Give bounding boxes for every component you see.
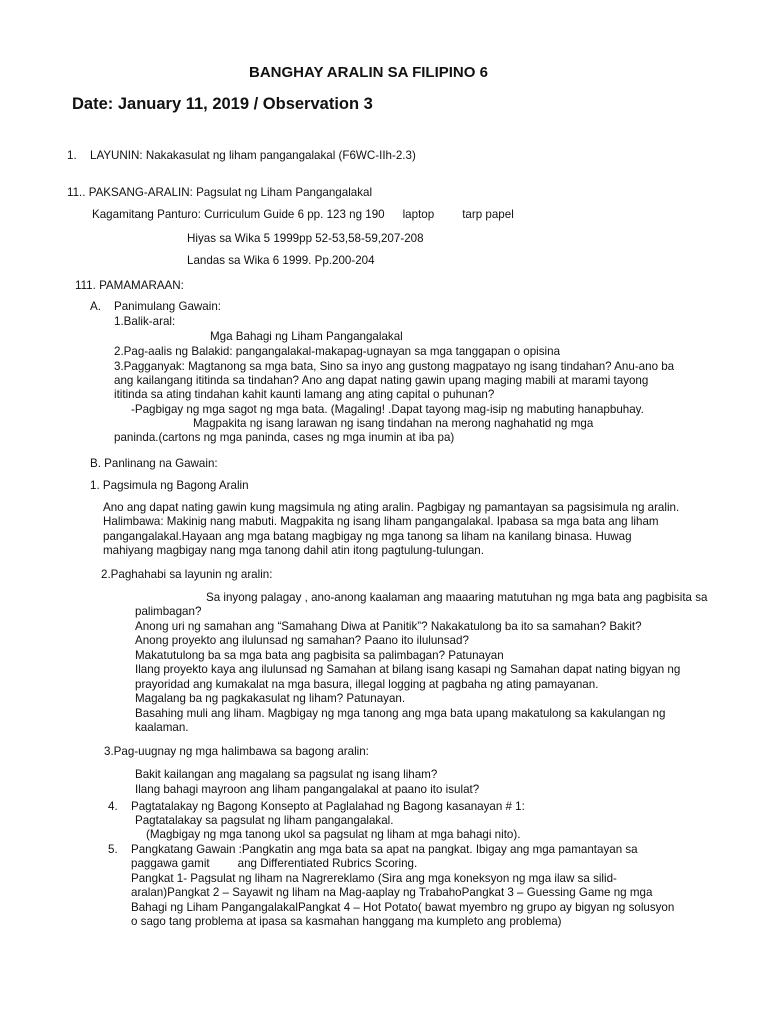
pagganyak-line: ang kailangang ititinda sa tindahan? Ano ang dapat nating gawin upang maging mabili at marami tayong xyxy=(114,374,649,387)
layunin-number: 1. xyxy=(67,149,77,162)
paguugnay-line: Bakit kailangan ang magalang sa pagsulat ng isang liham? xyxy=(135,768,438,781)
paghahabi-line: Anong proyekto ang ilulunsad ng samahan? Paano ito ilulunsad? xyxy=(135,634,469,647)
paghahabi-line: palimbagan? xyxy=(135,605,202,618)
paghahabi-heading: 2.Paghahabi sa layunin ng aralin: xyxy=(101,568,273,581)
paghahabi-line: Anong uri ng samahan ang “Samahang Diwa at Panitik”? Nakakatulong ba ito sa samahan? Bakit? xyxy=(135,620,642,633)
document-title: BANGHAY ARALIN SA FILIPINO 6 xyxy=(249,64,488,81)
reference-2: Landas sa Wika 6 1999. Pp.200-204 xyxy=(187,254,375,267)
pagsimula-line: pangangalakal.Hayaan ang mga batang magbigay ng mga tanong sa liham na kanilang binasa. Huwag xyxy=(103,530,632,543)
item-5-line xyxy=(131,856,417,871)
pamamaraan-heading: 111. PAMAMARAAN: xyxy=(75,279,184,292)
pagsimula-line: Ano ang dapat nating gawin kung magsimula ng ating aralin. Pagbigay ng pamantayan sa pagsisimula ng aralin. xyxy=(103,501,680,514)
item-4-line: (Magbigay ng mga tanong ukol sa pagsulat ng liham at mga bahagi nito). xyxy=(146,828,521,841)
mga-bahagi-text: Mga Bahagi ng Liham Pangangalakal xyxy=(210,330,403,343)
pagsimula-heading: 1. Pagsimula ng Bagong Aralin xyxy=(90,479,249,492)
paghahabi-line: Makatutulong ba sa mga bata ang pagbisita sa palimbagan? Patunayan xyxy=(135,649,504,662)
item-4-line: Pagtatalakay ng Bagong Konsepto at Paglalahad ng Bagong kasanayan # 1: xyxy=(131,800,525,813)
laptop-text: laptop xyxy=(402,208,435,221)
paghahabi-line: kaalaman. xyxy=(135,721,189,734)
pagganyak-line: -Pagbigay ng mga sagot ng mga bata. (Magaling! .Dapat tayong mag-isip ng mabuting hanapbuhay. xyxy=(131,403,644,416)
item-5-line: Bahagi ng Liham PangangalakalPangkat 4 – Hot Potato( bawat myembro ng grupo ay bigyan ng solusyon xyxy=(131,901,675,914)
pagganyak-line: paninda.(cartons ng mga paninda, cases ng mga inumin at iba pa) xyxy=(114,431,455,444)
balik-aral-label: 1.Balik-aral: xyxy=(114,315,176,328)
kagamitan-line xyxy=(92,207,514,222)
pagganyak-line: ititinda sa ating tindahan kahit kaunti lamang ang ating capital o puhunan? xyxy=(114,388,495,401)
paghahabi-line: Magalang ba ng pagkakasulat ng liham? Patunayan. xyxy=(135,692,406,705)
document-date: Date: January 11, 2019 / Observation 3 xyxy=(72,95,373,113)
item-4-line: Pagtatalakay sa pagsulat ng liham pangangalakal. xyxy=(135,814,394,827)
section-a-letter: A. xyxy=(90,300,101,313)
item-5-line: Pangkatang Gawain :Pangkatin ang mga bata sa apat na pangkat. Ibigay ang mga pamantayan sa xyxy=(131,843,638,856)
item-5-number: 5. xyxy=(108,843,118,856)
item-5-paggawa: paggawa gamit xyxy=(131,857,210,870)
section-a-heading: Panimulang Gawain: xyxy=(114,300,221,313)
paghahabi-line: prayoridad ang kumakalat na mga basura, illegal logging at pagbaha ng ating pamayanan. xyxy=(135,678,599,691)
pagsimula-line: Halimbawa: Makinig nang mabuti. Magpakita ng isang liham pangangalakal. Ipabasa sa mga bata ang liham xyxy=(103,515,659,528)
paghahabi-line: Basahing muli ang liham. Magbigay ng mga tanong ang mga bata upang makatulong sa kakulangan ng xyxy=(135,707,666,720)
pagganyak-line: 3.Pagganyak: Magtanong sa mga bata, Sino sa inyo ang gustong magpatayo ng isang tindahan? Anu-ano ba xyxy=(114,360,675,373)
layunin-text: LAYUNIN: Nakakasulat ng liham pangangalakal (F6WC-IIh-2.3) xyxy=(90,149,416,162)
paghahabi-line: Ilang proyekto kaya ang ilulunsad ng Samahan at bilang isang kasapi ng Samahan dapat nating bigyan ng xyxy=(135,663,681,676)
item-5-rubrics: ang Differentiated Rubrics Scoring. xyxy=(237,857,418,870)
reference-1: Hiyas sa Wika 5 1999pp 52-53,58-59,207-208 xyxy=(187,232,424,245)
item-5-line: aralan)Pangkat 2 – Sayawit ng liham na Mag-aaplay ng TrabahoPangkat 3 – Guessing Game ng mga xyxy=(131,886,653,899)
paksang-aralin-heading: 11.. PAKSANG-ARALIN: Pagsulat ng Liham Pangangalakal xyxy=(67,186,373,199)
item-4-number: 4. xyxy=(108,800,118,813)
pagganyak-line: Magpakita ng isang larawan ng isang tindahan na merong naghahatid ng mga xyxy=(193,417,594,430)
paguugnay-line: Ilang bahagi mayroon ang liham pangangalakal at paano ito isulat? xyxy=(135,783,480,796)
item-5-line: o sago tang problema at ipasa sa kasmahan hanggang ma kumpleto ang problema) xyxy=(131,915,562,928)
paghahabi-line: Sa inyong palagay , ano-anong kaalaman ang maaaring matutuhan ng mga bata ang pagbisita sa xyxy=(206,591,708,604)
item-5-line: Pangkat 1- Pagsulat ng liham na Nagrereklamo (Sira ang mga koneksyon ng mga ilaw sa silid- xyxy=(131,872,617,885)
pag-aalis-ng-balakid: 2.Pag-aalis ng Balakid: pangangalakal-makapag-ugnayan sa mga tanggapan o opisina xyxy=(114,345,561,358)
pagsimula-line: mahiyang magbigay nang mga tanong dahil atin itong pagtulung-tulungan. xyxy=(103,544,484,557)
tarp-text: tarp papel xyxy=(462,208,514,221)
paguugnay-heading: 3.Pag-uugnay ng mga halimbawa sa bagong aralin: xyxy=(104,745,369,758)
section-b-heading: B. Panlinang na Gawain: xyxy=(90,457,218,470)
kagamitan-text: Kagamitang Panturo: Curriculum Guide 6 pp. 123 ng 190 xyxy=(92,208,385,221)
